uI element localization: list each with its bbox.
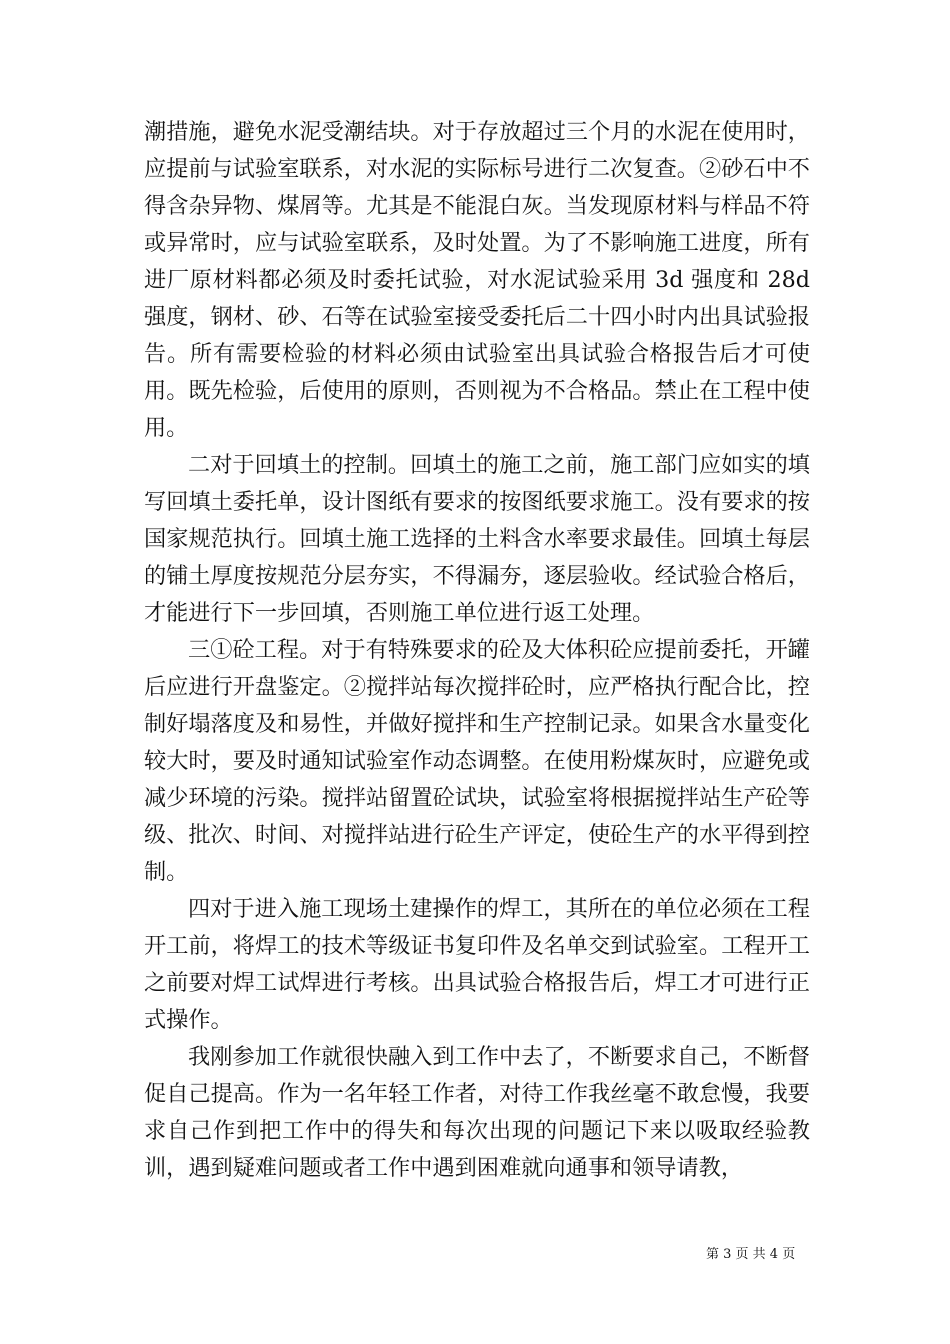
paragraph-3: 三①砼工程。对于有特殊要求的砼及大体积砼应提前委托，开罐后应进行开盘鉴定。②搅拌站每次搅拌砼时，应严格执行配合比，控制好塌落度及和易性，并做好搅拌和生产控制记录。如果含水量变化较大时，要及时通知试验室作动态调整。在使用粉煤灰时，应避免或减少环境的污染。搅拌站留置砼试块，试验室将根据搅拌站生产砼等级、批次、时间、对搅拌站进行砼生产评定，使砼生产的水平得到控制。 [144, 637, 810, 885]
document-body [144, 114, 810, 1187]
paragraph-4: 四对于进入施工现场土建操作的焊工，其所在的单位必须在工程开工前，将焊工的技术等级证书复印件及名单交到试验室。工程开工之前要对焊工试焊进行考核。出具试验合格报告后，焊工才可进行正式操作。 [144, 896, 810, 1033]
paragraph-1: 潮措施，避免水泥受潮结块。对于存放超过三个月的水泥在使用时，应提前与试验室联系，对水泥的实际标号进行二次复查。②砂石中不得含杂异物、煤屑等。尤其是不能混白灰。当发现原材料与样品不符或异常时，应与试验室联系，及时处置。为了不影响施工进度，所有进厂原材料都必须及时委托试验，对水泥试验采用 3d 强度和 28d 强度，钢材、砂、石等在试验室接受委托后二十四小时内出具试验报告。所有需要检验的材料必须由试验室出具试验合格报告后才可使用。既先检验，后使用的原则，否则视为不合格品。禁止在工程中使用。 [144, 119, 810, 441]
paragraph-2: 二对于回填土的控制。回填土的施工之前，施工部门应如实的填写回填土委托单，设计图纸有要求的按图纸要求施工。没有要求的按国家规范执行。回填土施工选择的土料含水率要求最佳。回填土每层的铺土厚度按规范分层夯实，不得漏夯，逐层验收。经试验合格后，才能进行下一步回填，否则施工单位进行返工处理。 [144, 452, 810, 626]
paragraph-5: 我刚参加工作就很快融入到工作中去了，不断要求自己，不断督促自己提高。作为一名年轻工作者，对待工作我丝毫不敢怠慢，我要求自己作到把工作中的得失和每次出现的问题记下来以吸取经验教训，遇到疑难问题或者工作中遇到困难就向通事和领导请教， [144, 1044, 810, 1181]
page-number-footer: 第 3 页 共 4 页 [706, 1247, 796, 1262]
